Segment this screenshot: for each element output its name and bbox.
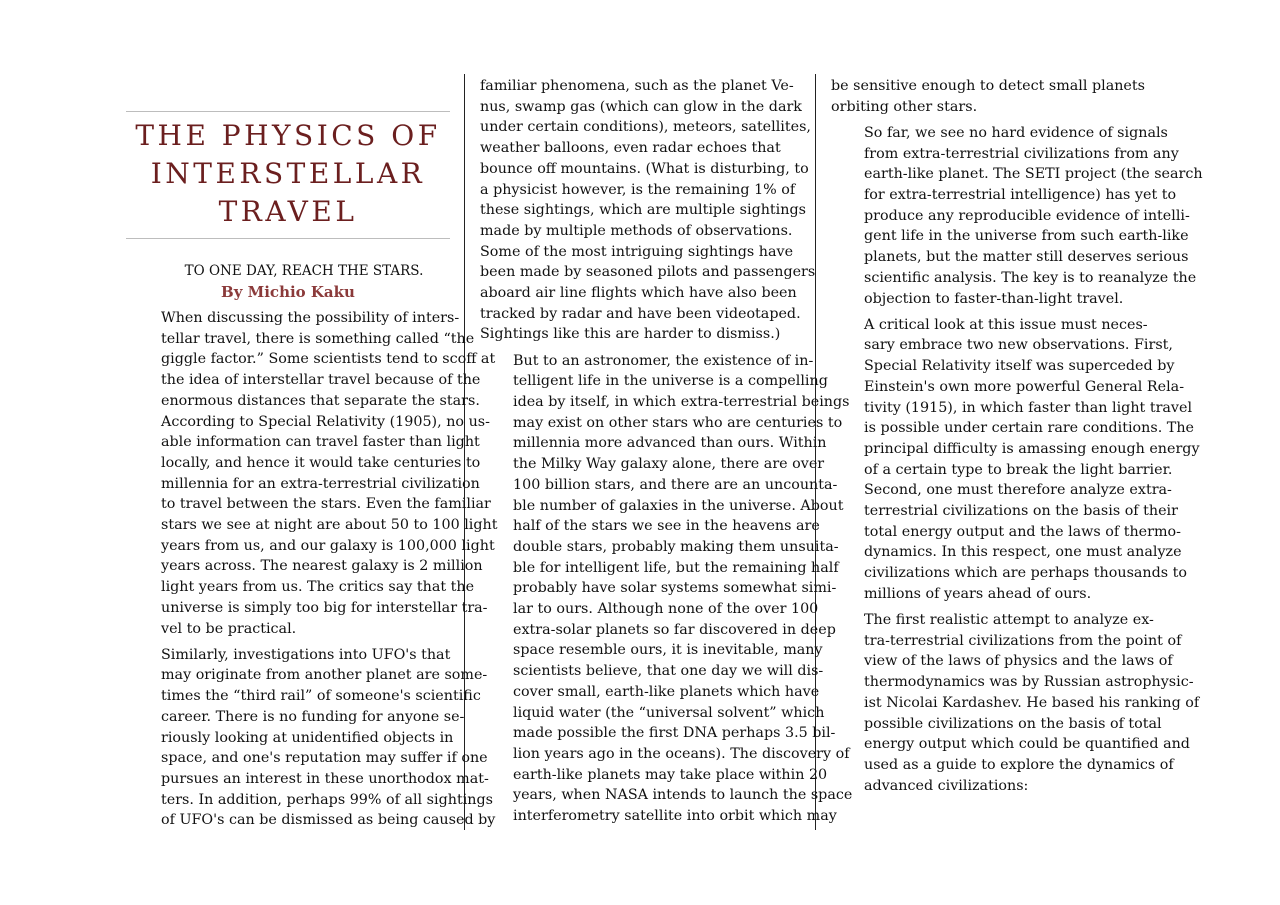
- paragraph: [831, 123, 1203, 309]
- text-line: ble number of galaxies in the universe. About: [513, 497, 844, 514]
- text-line: under certain conditions), meteors, satellites,: [480, 119, 811, 136]
- text-line: to travel between the stars. Even the familiar: [161, 496, 491, 513]
- text-line: the idea of interstellar travel because of the: [161, 372, 481, 389]
- text-line: millennia more advanced than ours. Within: [513, 435, 827, 452]
- text-line: But to an astronomer, the existence of in-: [513, 352, 814, 369]
- text-line: probably have solar systems somewhat simi-: [513, 580, 837, 597]
- paragraph: [128, 308, 498, 639]
- text-line: weather balloons, even radar echoes that: [480, 140, 781, 157]
- text-line: idea by itself, in which extra-terrestrial beings: [513, 394, 850, 411]
- text-line: stars we see at night are about 50 to 100 light: [161, 517, 498, 534]
- text-line: of a certain type to break the light barrier.: [864, 461, 1173, 478]
- text-line: sary embrace two new observations. First,: [864, 337, 1173, 354]
- text-line: When discussing the possibility of inters-: [161, 310, 460, 326]
- text-line: planets, but the matter still deserves serious: [864, 249, 1189, 266]
- text-line: double stars, probably making them unsuita-: [513, 538, 839, 555]
- title-line: THE PHYSICS OF: [135, 119, 441, 152]
- text-line: scientific analysis. The key is to reanalyze the: [864, 269, 1197, 286]
- text-line: from extra-terrestrial civilizations from any: [864, 145, 1179, 162]
- paragraph: [128, 645, 496, 831]
- text-line: light years from us. The critics say that the: [161, 579, 475, 596]
- text-column-3: [831, 76, 1203, 802]
- text-line: may originate from another planet are some-: [161, 667, 488, 684]
- text-column-1: [128, 308, 498, 837]
- text-line: may exist on other stars who are centuries to: [513, 414, 843, 431]
- text-line: dynamics. In this respect, one must analyze: [864, 544, 1182, 561]
- text-line: gent life in the universe from such earth-like: [864, 228, 1189, 245]
- text-line: pursues an interest in these unorthodox mat-: [161, 770, 489, 787]
- text-line: half of the stars we see in the heavens are: [513, 518, 820, 535]
- text-line: advanced civilizations:: [864, 777, 1029, 794]
- text-line: enormous distances that separate the stars.: [161, 392, 480, 409]
- text-line: produce any reproducible evidence of intelli-: [864, 207, 1190, 224]
- text-line: used as a guide to explore the dynamics of: [864, 757, 1174, 773]
- text-line: Einstein's own more powerful General Rela-: [864, 378, 1185, 395]
- text-line: tracked by radar and have been videotaped.: [480, 305, 801, 322]
- text-line: cover small, earth-like planets which have: [513, 683, 820, 700]
- text-line: is possible under certain rare conditions. The: [864, 420, 1195, 437]
- text-line: view of the laws of physics and the laws of: [864, 653, 1173, 670]
- text-line: 100 billion stars, and there are an uncounta-: [513, 476, 838, 493]
- text-line: ble for intelligent life, but the remaining half: [513, 559, 839, 576]
- text-line: energy output which could be quantified and: [864, 736, 1190, 753]
- text-line: A critical look at this issue must neces-: [864, 316, 1148, 333]
- text-line: been made by seasoned pilots and passengers: [480, 264, 816, 281]
- text-line: of UFO's can be dismissed as being caused by: [161, 812, 496, 829]
- text-line: be sensitive enough to detect small planets: [831, 78, 1145, 94]
- text-line: universe is simply too big for interstellar tra-: [161, 599, 488, 616]
- text-line: Special Relativity itself was superceded by: [864, 358, 1175, 375]
- text-line: vel to be practical.: [161, 620, 297, 637]
- article-subtitle: TO ONE DAY, REACH THE STARS.: [184, 263, 424, 279]
- title-line: INTERSTELLAR: [150, 157, 426, 190]
- text-line: Sightings like this are harder to dismiss.): [480, 326, 781, 343]
- text-line: career. There is no funding for anyone se-: [161, 708, 465, 725]
- article-title: [126, 117, 450, 231]
- text-line: principal difficulty is amassing enough energy: [864, 440, 1200, 457]
- text-line: ist Nicolai Kardashev. He based his ranking of: [864, 694, 1200, 711]
- paragraph: [480, 351, 853, 827]
- text-line: possible civilizations on the basis of total: [864, 715, 1162, 732]
- text-line: civilizations which are perhaps thousands to: [864, 565, 1188, 582]
- text-line: locally, and hence it would take centuries to: [161, 454, 481, 471]
- text-line: According to Special Relativity (1905), no us-: [161, 413, 490, 430]
- text-line: riously looking at unidentified objects in: [161, 729, 454, 746]
- text-line: giggle factor.” Some scientists tend to scoff at: [161, 351, 496, 368]
- text-line: years across. The nearest galaxy is 2 million: [161, 558, 483, 575]
- title-line: TRAVEL: [218, 195, 358, 228]
- paragraph: [480, 76, 816, 345]
- text-line: years from us, and our galaxy is 100,000 light: [161, 537, 495, 554]
- text-line: scientists believe, that one day we will dis-: [513, 663, 824, 680]
- text-line: space resemble ours, it is inevitable, many: [513, 642, 823, 659]
- text-line: lar to ours. Although none of the over 100: [513, 601, 819, 618]
- text-line: extra-solar planets so far discovered in deep: [513, 621, 836, 638]
- text-line: total energy output and the laws of thermo-: [864, 523, 1181, 540]
- text-column-2: [480, 76, 853, 832]
- text-line: telligent life in the universe is a compelling: [513, 373, 828, 390]
- text-line: millennia for an extra-terrestrial civilization: [161, 475, 480, 492]
- text-line: a physicist however, is the remaining 1% of: [480, 181, 796, 198]
- paragraph: [831, 315, 1200, 605]
- text-line: tellar travel, there is something called “the: [161, 330, 475, 347]
- text-line: earth-like planets may take place within 20: [513, 766, 828, 783]
- text-line: objection to faster-than-light travel.: [864, 290, 1124, 307]
- text-line: So far, we see no hard evidence of signals: [864, 124, 1168, 141]
- text-line: familiar phenomena, such as the planet Ve-: [480, 78, 794, 94]
- text-line: space, and one's reputation may suffer if one: [161, 750, 488, 767]
- text-line: liquid water (the “universal solvent” which: [513, 704, 825, 721]
- text-line: ters. In addition, perhaps 99% of all sightings: [161, 791, 493, 808]
- text-line: these sightings, which are multiple sightings: [480, 202, 806, 219]
- text-line: years, when NASA intends to launch the space: [513, 787, 853, 804]
- text-line: made possible the first DNA perhaps 3.5 bil-: [513, 725, 836, 742]
- text-line: orbiting other stars.: [831, 98, 978, 115]
- text-line: The first realistic attempt to analyze ex-: [864, 612, 1154, 629]
- text-line: thermodynamics was by Russian astrophysic-: [864, 674, 1194, 691]
- text-line: millions of years ahead of ours.: [864, 585, 1092, 602]
- text-line: able information can travel faster than light: [161, 434, 480, 451]
- paragraph: [831, 610, 1200, 796]
- text-line: nus, swamp gas (which can glow in the dark: [480, 98, 802, 115]
- text-line: made by multiple methods of observations.: [480, 222, 793, 239]
- text-line: interferometry satellite into orbit which may: [513, 808, 837, 825]
- text-line: earth-like planet. The SETI project (the search: [864, 166, 1203, 183]
- title-block: [126, 111, 450, 239]
- article-byline: By Michio Kaku: [221, 283, 355, 301]
- paragraph: [831, 76, 1153, 117]
- text-line: lion years ago in the oceans). The discovery of: [513, 746, 850, 762]
- text-line: Similarly, investigations into UFO's that: [161, 646, 451, 663]
- text-line: for extra-terrestrial intelligence) has yet to: [864, 187, 1177, 204]
- text-line: bounce off mountains. (What is disturbing, to: [480, 160, 809, 177]
- text-line: the Milky Way galaxy alone, there are over: [513, 456, 825, 473]
- text-line: terrestrial civilizations on the basis of their: [864, 503, 1178, 520]
- text-line: aboard air line flights which have also been: [480, 285, 797, 302]
- text-line: tra-terrestrial civilizations from the point of: [864, 632, 1182, 649]
- text-line: tivity (1915), in which faster than light travel: [864, 399, 1193, 416]
- text-line: times the “third rail” of someone's scientific: [161, 688, 481, 705]
- text-line: Second, one must therefore analyze extra-: [864, 482, 1172, 499]
- text-line: Some of the most intriguing sightings have: [480, 243, 794, 260]
